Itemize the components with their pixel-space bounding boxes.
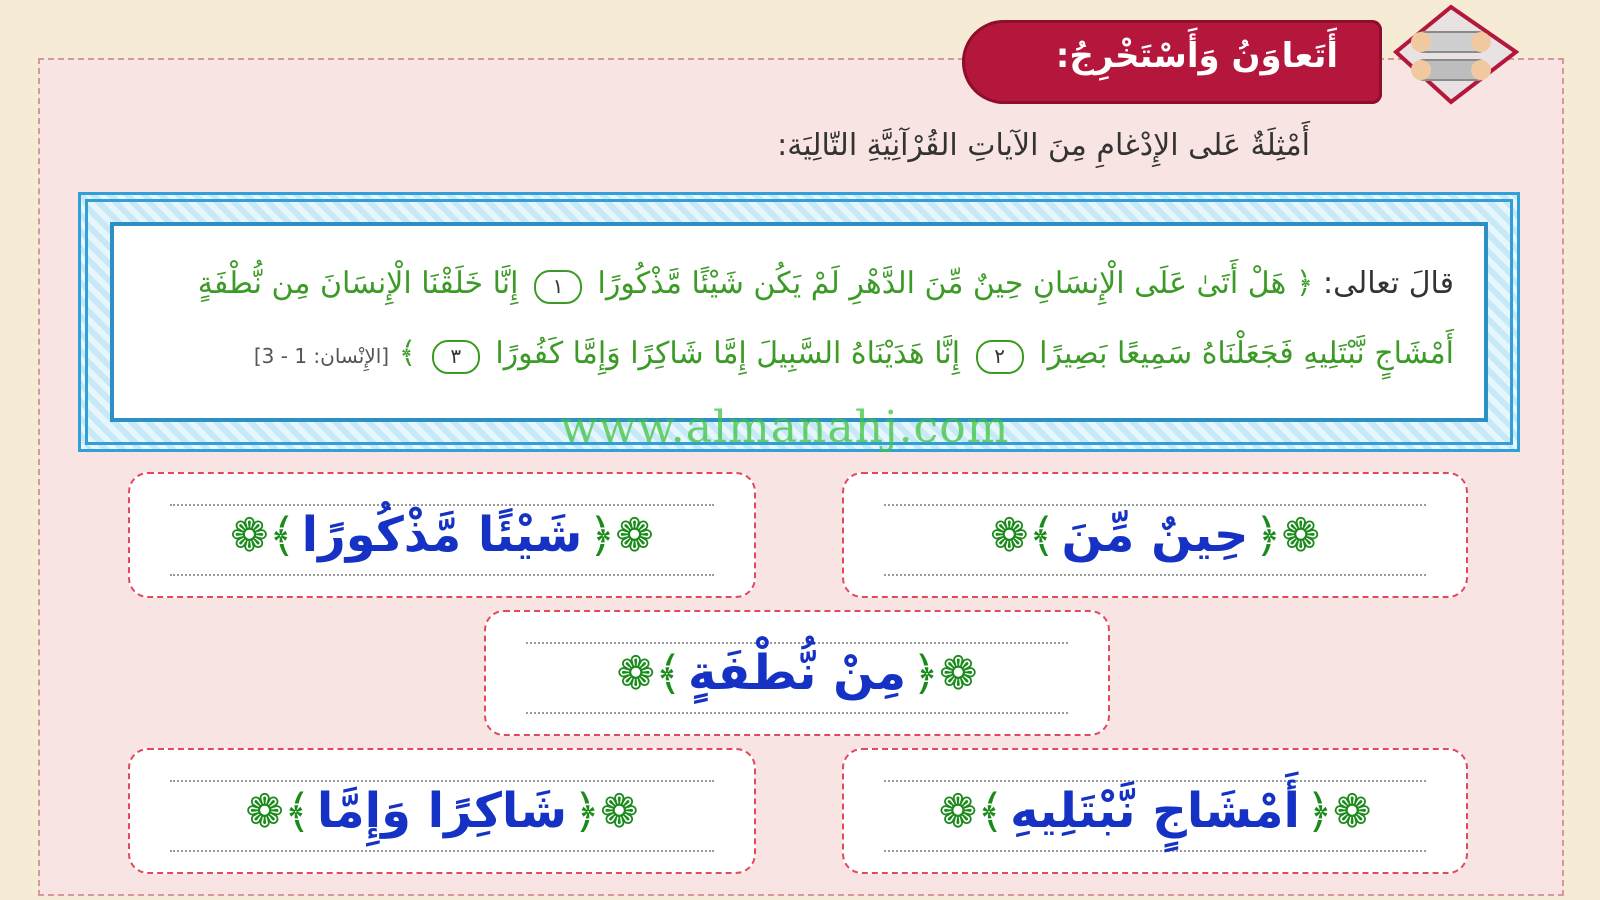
word-card-4 [842, 748, 1468, 874]
watermark: www.almanahj.com [560, 402, 1010, 453]
answer-line [884, 504, 1426, 506]
ornament-left-icon: ﴾❁ [616, 646, 682, 700]
verse-close-bracket: ﴾ [398, 336, 417, 371]
ornament-left-icon: ﴾❁ [230, 508, 296, 562]
card-word-3 [486, 645, 1108, 701]
ornament-right-icon: ❁﴿ [1305, 784, 1372, 838]
verse-prefix: قالَ تعالى: [1322, 266, 1454, 301]
verse-text-1-tail: إِنَّا خَلَقْنَا الْإِنسَانَ مِن نُّطْفَةٍ [197, 266, 519, 301]
card-word-4 [844, 783, 1466, 839]
answer-line [526, 712, 1068, 714]
cooperation-hands-icon [1376, 2, 1526, 108]
ornament-right-icon: ❁﴿ [573, 784, 639, 838]
verse-line-2 [254, 336, 1454, 374]
card-word-1 [844, 507, 1466, 563]
ornament-right-icon: ❁﴿ [588, 508, 654, 562]
word-card-1 [842, 472, 1468, 598]
card-word-text: حِينٌ مِّنَ [1061, 507, 1249, 563]
answer-line [170, 780, 714, 782]
word-card-2 [128, 472, 756, 598]
ornament-left-icon: ﴾❁ [245, 784, 311, 838]
ornament-left-icon: ﴾❁ [938, 784, 1005, 838]
answer-line [884, 574, 1426, 576]
card-word-text: شَاكِرًا وَإِمَّا [316, 783, 568, 839]
word-card-5 [128, 748, 756, 874]
verse-line-1 [198, 266, 1454, 304]
verse-text-2: أَمْشَاجٍ نَّبْتَلِيهِ فَجَعَلْنَاهُ سَمِيعًا بَصِيرًا [1039, 336, 1454, 371]
section-banner [962, 20, 1382, 104]
answer-line [526, 642, 1068, 644]
ayah-number-3: ٣ [432, 340, 480, 374]
answer-line [170, 574, 714, 576]
ornament-left-icon: ﴾❁ [989, 508, 1056, 562]
ornament-right-icon: ❁﴿ [912, 646, 978, 700]
ayah-number-1: ١ [534, 270, 582, 304]
answer-line [170, 504, 714, 506]
card-word-5 [130, 783, 754, 839]
answer-line [884, 850, 1426, 852]
ornament-right-icon: ❁﴿ [1254, 508, 1320, 562]
section-title: أَتَعاوَنُ وَأَسْتَخْرِجُ: [1055, 36, 1338, 76]
verse-box [110, 222, 1488, 422]
intro-text: أَمْثِلَةٌ عَلى الإِدْغامِ مِنَ الآياتِ القُرْآنِيَّةِ التّالِيَة: [777, 128, 1310, 163]
card-word-text: أَمْشَاجٍ نَّبْتَلِيهِ [1010, 783, 1300, 839]
verse-reference: [الإِنْسان: 1 - 3] [253, 344, 390, 368]
ayah-number-2: ٢ [976, 340, 1024, 374]
answer-line [170, 850, 714, 852]
verse-text-1: ﴿ هَلْ أَتَىٰ عَلَى الْإِنسَانِ حِينٌ مِّنَ الدَّهْرِ لَمْ يَكُن شَيْئًا مَّذْكُورًا [597, 266, 1314, 301]
verse-text-2-mid: إِنَّا هَدَيْنَاهُ السَّبِيلَ إِمَّا شَاكِرًا وَإِمَّا كَفُورًا [495, 336, 961, 371]
card-word-text: شَيْئًا مَّذْكُورًا [301, 507, 583, 563]
word-card-3 [484, 610, 1110, 736]
card-word-2 [130, 507, 754, 563]
card-word-text: مِنْ نُّطْفَةٍ [687, 645, 907, 701]
answer-line [884, 780, 1426, 782]
